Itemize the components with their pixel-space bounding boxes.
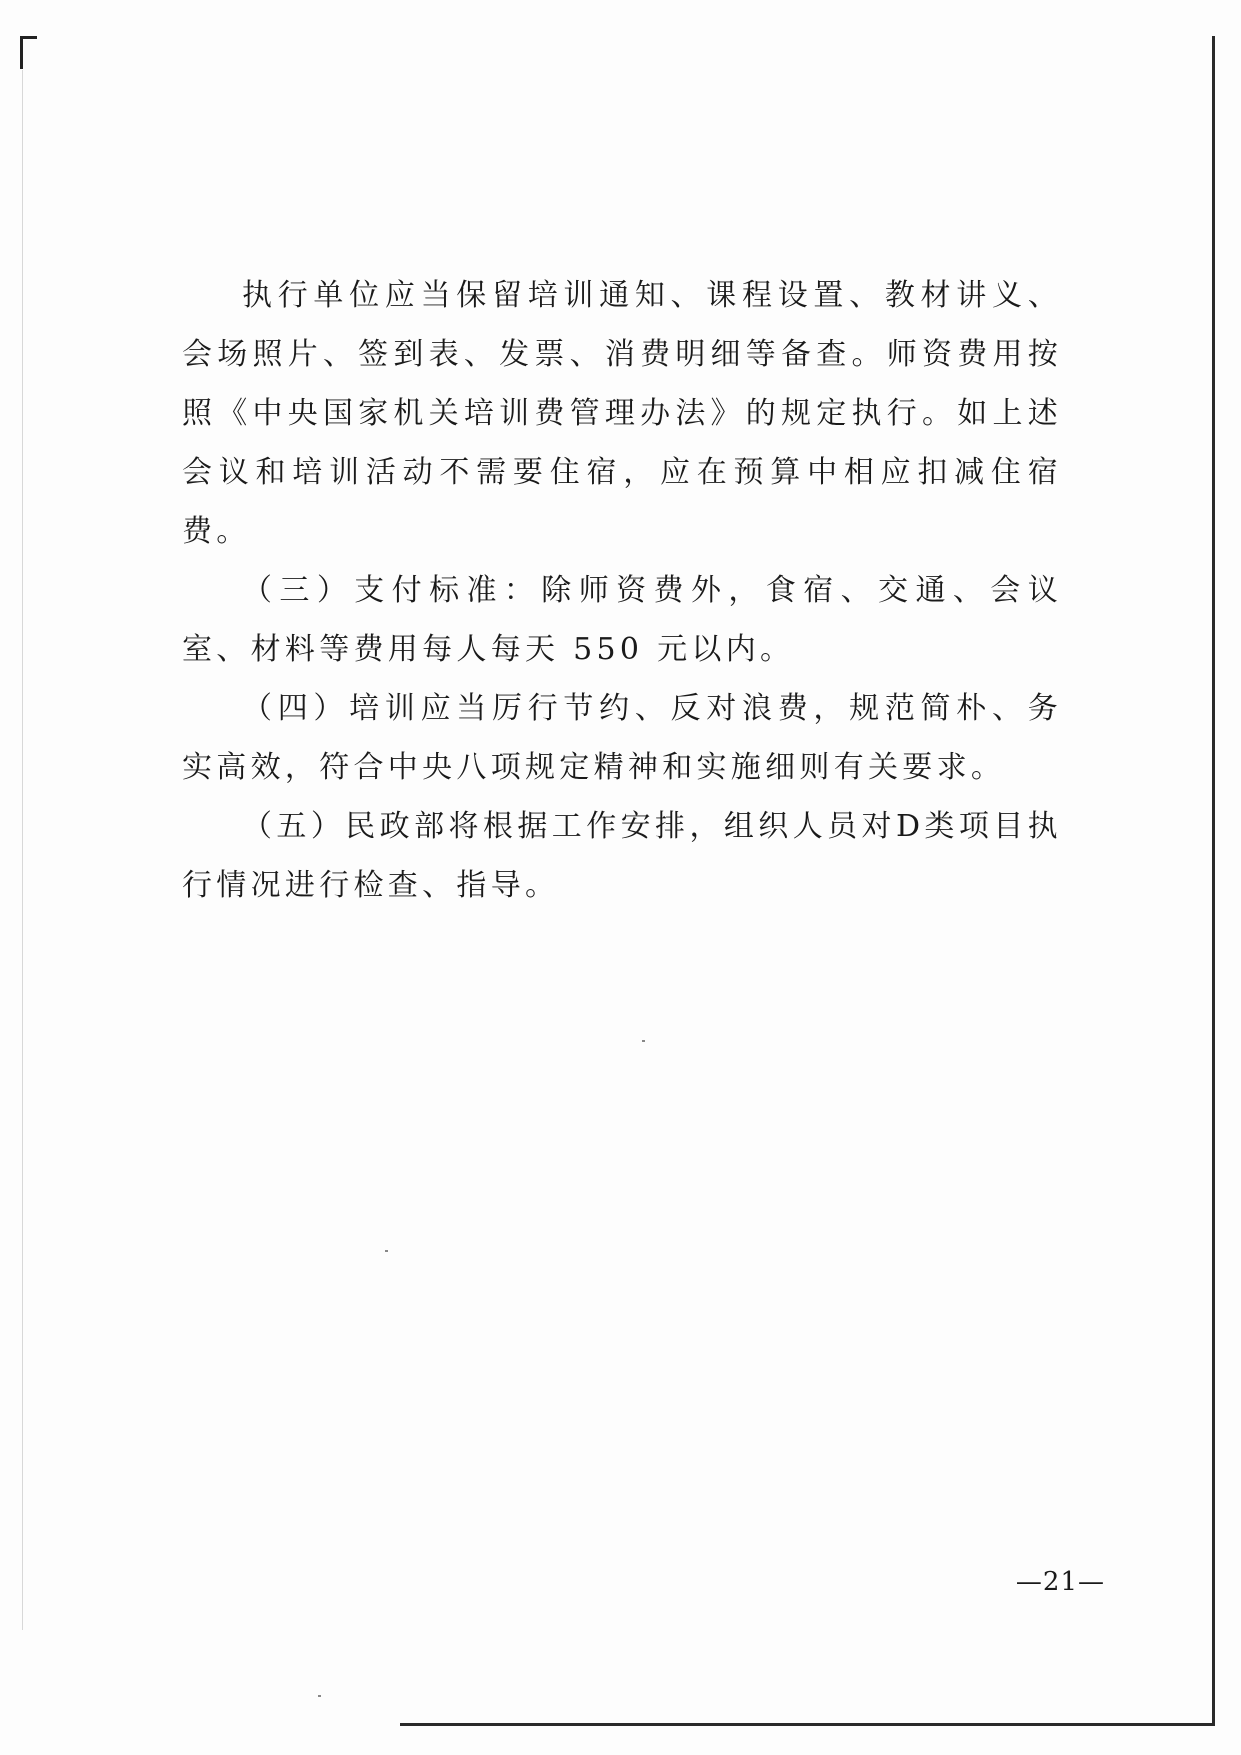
paragraph-frugality: （四）培训应当厉行节约、反对浪费，规范简朴、务实高效，符合中央八项规定精神和实施细则有关要求。 <box>182 691 1062 785</box>
scan-frame-right-edge <box>1212 36 1215 1726</box>
document-body <box>182 266 1062 915</box>
paragraph-payment-standard: （三）支付标准：除师资费外，食宿、交通、会议室、材料等费用每人每天 550 元以内。 <box>182 573 1062 667</box>
scan-speck <box>385 1250 388 1252</box>
scan-frame-bottom-edge <box>400 1723 1215 1726</box>
page-number: —21— <box>1015 1567 1105 1597</box>
scan-frame-left-edge <box>22 70 23 1630</box>
scan-frame-corner <box>20 36 37 69</box>
paragraph-inspection: （五）民政部将根据工作安排，组织人员对D类项目执行情况进行检查、指导。 <box>182 809 1062 903</box>
scan-speck <box>642 1040 645 1042</box>
scan-speck <box>318 1695 321 1697</box>
paragraph-training-records: 执行单位应当保留培训通知、课程设置、教材讲义、会场照片、签到表、发票、消费明细等备查。师资费用按照《中央国家机关培训费管理办法》的规定执行。如上述会议和培训活动不需要住宿，应在预算中相应扣减住宿费。 <box>182 278 1062 549</box>
